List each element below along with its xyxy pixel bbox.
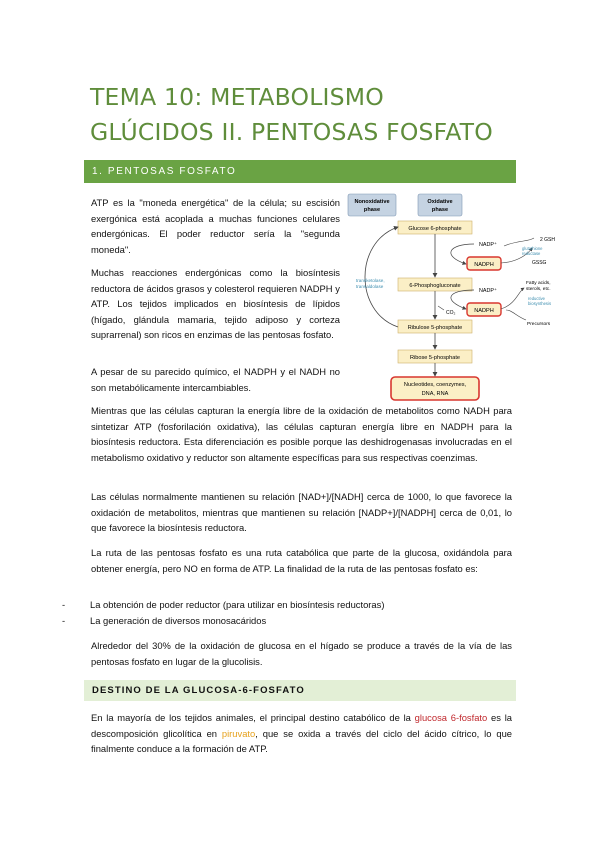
paragraph-oxidacion-higado: Alrededor del 30% de la oxidación de glucosa en el hígado se produce a través de la vía de las pentosas fosfato en lugar de la glucolisis.: [91, 640, 512, 667]
nonoxidative-phase-label: Nonoxidative: [354, 199, 390, 205]
svg-text:DNA, RNA: DNA, RNA: [421, 391, 449, 397]
svg-text:phase: phase: [431, 207, 449, 213]
paragraph-nadph-nadh: A pesar de su parecido químico, el NADPH y el NADH no son metabólicamente intercambiables.: [91, 366, 340, 393]
nadp-label-2: NADP⁺: [479, 288, 497, 294]
nadp-label-1: NADP⁺: [479, 242, 497, 248]
svg-text:transaldolase: transaldolase: [356, 284, 384, 289]
page-title-line-1: TEMA 10: METABOLISMO: [90, 83, 384, 111]
paragraph-atp-moneda: ATP es la "moneda energética" de la célula; su escisión exergónica está acoplada a muchas funciones celulares endergónicas. El poder reductor sería la "segunda moneda".: [91, 197, 340, 255]
list-item: - La generación de diversos monosacáridos: [62, 615, 267, 626]
list-item: - La obtención de poder reductor (para utilizar en biosíntesis reductoras): [62, 599, 385, 610]
svg-text:Ribulose 5-phosphate: Ribulose 5-phosphate: [407, 325, 463, 331]
transketolase-label: transketolase,: [356, 278, 385, 283]
glutathione-reductase-label: glutathione: [522, 246, 543, 251]
gssg-label: GSSG: [532, 260, 547, 266]
reductive-biosynthesis-label: reductive: [528, 296, 545, 301]
page-title-line-2: GLÚCIDOS II. PENTOSAS FOSFATO: [90, 118, 493, 146]
paragraph-ruta-pentosas: La ruta de las pentosas fosfato es una ruta catabólica que parte de la glucosa, oxidándola para obtener energía, pero NO en forma de ATP. La finalidad de la ruta de las pentosas fosfato es:: [91, 547, 512, 574]
gsh-label: 2 GSH: [540, 237, 556, 243]
pentose-phosphate-pathway-figure: [346, 192, 568, 404]
paragraph-reacciones-endergonicas: Muchas reacciones endergónicas como la biosíntesis reductora de ácidos grasos y colesterol requieren NADPH y ATP. Los tejidos implicados en biosíntesis de lípidos (hígado, glándula mamaria, tejido adiposo y corteza suprarrenal) son ricos en enzimas de las pentosas fosfato.: [91, 267, 340, 341]
svg-text:biosynthesis: biosynthesis: [528, 301, 552, 306]
paragraph-destino-g6p: En la mayoría de los tejidos animales, el principal destino catabólico de la glucosa 6-fosfato es la descomposición glicolítica en piruvato, que se oxida a través del ciclo del ácido cítrico, lo que finalmente conduce a la formación de ATP.: [91, 712, 512, 755]
paragraph-energia-libre: Mientras que las células capturan la energía libre de la oxidación de metabolitos como NADH para sintetizar ATP (fosforilación oxidativa), las células capturan energía libre en NADPH para la biosíntesis reductora. Esta diferenciación es posible porque las deshidrogenasas involucradas en el metabolismo oxidativo y reductor son altamente específicas para sus respectivas coenzimas.: [91, 405, 512, 463]
oxidative-phase-label: Oxidative: [427, 199, 453, 205]
svg-text:NADPH: NADPH: [474, 262, 494, 268]
section-heading-pentosas: 1. PENTOSAS FOSFATO: [84, 160, 516, 183]
paragraph-relacion-nad: Las células normalmente mantienen su relación [NAD+]/[NADH] cerca de 1000, lo que favorece la oxidación de metabolitos, mientras que mantienen su relación [NADP+]/[NADPH] cerca de 0,01, lo que favorece la biosíntesis reductora.: [91, 491, 512, 534]
highlight-glucosa-6-fosfato: glucosa 6-fosfato: [414, 712, 488, 723]
svg-text:sterols, etc.: sterols, etc.: [526, 287, 551, 292]
svg-text:Nucleotides, coenzymes,: Nucleotides, coenzymes,: [403, 382, 467, 388]
svg-text:Ribose 5-phosphate: Ribose 5-phosphate: [409, 355, 461, 361]
svg-text:reductase: reductase: [522, 251, 541, 256]
highlight-piruvato: piruvato: [221, 727, 256, 739]
svg-text:phase: phase: [363, 207, 381, 213]
svg-text:NADPH: NADPH: [474, 308, 494, 314]
co2-label: CO₂: [446, 310, 456, 316]
svg-text:Glucose 6-phosphate: Glucose 6-phosphate: [408, 226, 462, 232]
svg-text:6-Phosphogluconate: 6-Phosphogluconate: [409, 283, 461, 289]
subsection-heading-destino: DESTINO DE LA GLUCOSA-6-FOSFATO: [84, 680, 516, 701]
precursors-label: Precursors: [527, 322, 551, 327]
fatty-acids-label: Fatty acids,: [526, 281, 551, 286]
